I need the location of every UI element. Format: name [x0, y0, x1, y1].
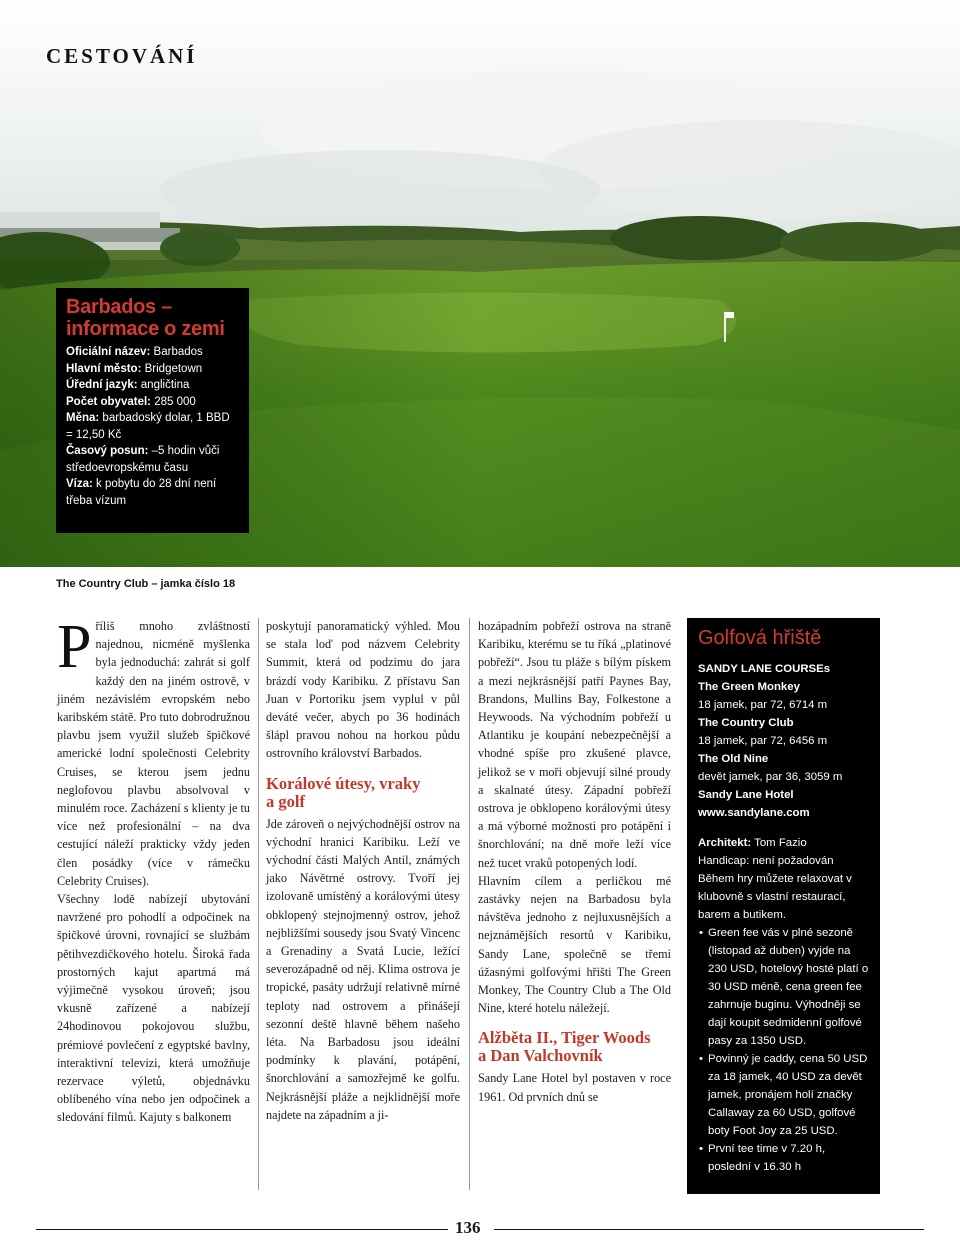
handicap-info: Handicap: není požadován: [698, 855, 834, 867]
article-paragraph: Všechny lodě nabízejí ubytování navržené pro pohodlí a odpočinek na špičkové úrovni, rovnající se službám pětihvezdičkového hotelu. Široká řada prostorných kajut apartmá má výjimečně vysokou úroveň; jsou vkusně zařízené a nabízejí 24hodinovou pokojovou službu, prémiové povlečení z egyptské bavlny, interaktivní televizi, která umožňuje rezervace výletů, objednávku oblíbeného vína nebo jen odpočinek a sledování filmů. Kajuty s balkonem: [57, 892, 250, 1125]
info-row-official-name: [66, 344, 239, 361]
country-info-box: [56, 288, 249, 533]
info-label: Hlavní město:: [66, 362, 142, 375]
article-paragraph: [57, 613, 250, 890]
hotel-name: Sandy Lane Hotel: [698, 789, 794, 801]
golf-courses-box: [687, 618, 880, 1194]
golf-box-title: Golfová hřiště: [698, 627, 822, 649]
article-column-1: [57, 613, 250, 1127]
info-label: Víza:: [66, 478, 93, 490]
column-divider: [258, 618, 259, 1190]
golf-info-list: [698, 924, 869, 1176]
subheading-line: a Dan Valchovník: [478, 1046, 603, 1066]
info-row-visa: [66, 476, 239, 509]
info-label: Počet obyvatel:: [66, 395, 151, 408]
info-value: angličtina: [137, 379, 190, 391]
footer-rule-left: [36, 1229, 448, 1230]
drop-cap: P: [57, 613, 92, 681]
article-paragraph: Sandy Lane Hotel byl postaven v roce 1961. Od prvních dnů se: [478, 1071, 671, 1104]
subheading-coral-reefs: [266, 775, 460, 811]
course-name: The Country Club: [698, 717, 794, 729]
courses-heading: SANDY LANE COURSEs: [698, 663, 831, 675]
article-paragraph: Hlavním cílem a perličkou mé zastávky nejen na Barbadosu byla návštěva jednoho z nejluxusnějších a nejznámějších resortů v Karibiku, Sandy Lane, společně se třemi úžasnými golfovými hřišti The Green Monkey, The Country Club a The Old Nine, které hotelu náležejí.: [478, 873, 671, 1016]
info-label: Měna:: [66, 412, 100, 424]
info-row-language: [66, 377, 239, 394]
article-text: říliš mnoho zvláštností najednou, nicméně myšlenka byla jednoduchá: zahrát si golf každý den na jiném ostrově, v jiném nezávislém evropském nebo karibském státě. Pro tuto dobrodružnou plavbu jsem využil služeb špičkové americké lodní společnosti Celebrity Cruises, se kterou jsem jednu neglofovou plavbu absolvoval v minulém roce. Zacházení s klienty je tu více než profesionální – na dva cestující náleží prakticky vždy jeden člen posádky (více v rámečku Celebrity Cruises).: [57, 619, 250, 888]
article-column-2: [266, 617, 460, 1124]
subheading-line: Alžběta II., Tiger Woods: [478, 1028, 651, 1048]
info-value: 285 000: [151, 395, 196, 408]
article-column-3: [478, 617, 671, 1106]
course-info: devět jamek, par 36, 3059 m: [698, 771, 843, 783]
page-number: 136: [455, 1218, 481, 1237]
subheading-queen-tiger: [478, 1029, 671, 1065]
country-info-title-line1: Barbados –: [66, 296, 172, 318]
course-info: 18 jamek, par 72, 6456 m: [698, 735, 828, 747]
list-item: • První tee time v 7.20 h, poslední v 16.30 h: [708, 1140, 869, 1176]
info-label: Oficiální název:: [66, 346, 151, 358]
info-value: Barbados: [150, 346, 203, 358]
list-item: • Green fee vás v plné sezoně (listopad až duben) vyjde na 230 USD, hotelový hosté platí o 30 USD méně, cena green fee zahrnuje buginu. Výhodněji se dají koupit sedmidenní golfové pasy za 1350 USD.: [708, 924, 869, 1050]
photo-caption: The Country Club – jamka číslo 18: [56, 578, 236, 590]
info-row-timezone: [66, 443, 239, 476]
info-value: k pobytu do 28 dní není třeba vízum: [66, 478, 217, 507]
website-link[interactable]: www.sandylane.com: [698, 807, 810, 819]
column-divider: [469, 618, 470, 1190]
subheading-line: a golf: [266, 791, 305, 811]
subheading-line: Korálové útesy, vraky: [266, 773, 421, 793]
list-item: • Povinný je caddy, cena 50 USD za 18 jamek, 40 USD za devět jamek, pronájem holí značky Callaway za 60 USD, golfové boty Foot Joy za 25 USD.: [708, 1050, 869, 1140]
info-row-capital: [66, 361, 239, 378]
info-label: Úřední jazyk:: [66, 379, 138, 391]
info-value: Bridgetown: [141, 362, 203, 375]
article-paragraph: hozápadním pobřeží ostrova na straně Karibiku, kterému se tu říká „platinové pobřeží“. Jsou tu pláže s bílým pískem a mezi nejkrásnější patří Paynes Bay, Brandons, Mullins Bay, Folkestone a Heywoods. Na východním pobřeží u Atlantiku je koupání nebezpečnější a vhodné spíše pro zkušené plavce, jelikož se v moři objevují silné proudy a skalnaté útesy. Západní pobřeží ostrova je obklopeno korálovými útesy a má výborné možnosti pro potápění i šnorchlování; na dně moře leží více než tucet vraků potopených lodí.: [478, 619, 671, 870]
country-info-title: [66, 296, 239, 340]
spacer: [698, 822, 869, 834]
article-paragraph: poskytují panoramatický výhled. Mou se stala loď pod názvem Celebrity Summit, která od podzimu do jara brázdí vody Karibiku. Z přístavu San Juan v Portoriku jsem vyplul v půl deváté večer, abych po 36 hodinách šlápl pravou nohou na horkou půdu ostrovního království Barbados.: [266, 619, 460, 761]
info-label: Časový posun:: [66, 445, 149, 457]
architect-row: [698, 834, 869, 852]
info-value: –5 hodin vůči středoevropskému času: [66, 445, 220, 474]
course-name: The Green Monkey: [698, 681, 800, 693]
info-row-currency: [66, 410, 239, 443]
course-info: 18 jamek, par 72, 6714 m: [698, 699, 828, 711]
footer-rule-right: [494, 1229, 924, 1230]
architect-label: Architekt:: [698, 837, 752, 849]
info-value: barbadoský dolar, 1 BBD = 12,50 Kč: [66, 412, 230, 441]
article-paragraph: Jde zároveň o nejvýchodnější ostrov na východní hranici Karibiku. Leží ve východní části Malých Antil, známých jako Návětrné ostrovy. Tvoří jej izolovaně umístěný a korálovými útesy obklopený stejnojmenný ostrov, jehož nejbližšími sousedy jsou Svatý Vincenc a Grenadiny a Svatá Lucie, ležící severozápadně od něj. Klima ostrova je tropické, pasáty udržují relativně mírné teploty nad ostrovem a přinášejí sezonní deště hlavně během našeho léta. Na Barbadosu jsou ideální podmínky k plavání, potápění, šnorchlování a samozřejmě ke golfu. Nejkrásnější pláže a nejklidnější moře najdete na západním a ji-: [266, 816, 460, 1122]
clubhouse-note: Během hry můžete relaxovat v klubovně s vlastní restaurací, barem a butikem.: [698, 873, 852, 921]
info-row-population: [66, 394, 239, 411]
section-label: CESTOVÁNÍ: [46, 44, 198, 68]
architect-value: Tom Fazio: [751, 837, 807, 849]
country-info-title-line2: informace o zemi: [66, 318, 225, 340]
course-name: The Old Nine: [698, 753, 769, 765]
